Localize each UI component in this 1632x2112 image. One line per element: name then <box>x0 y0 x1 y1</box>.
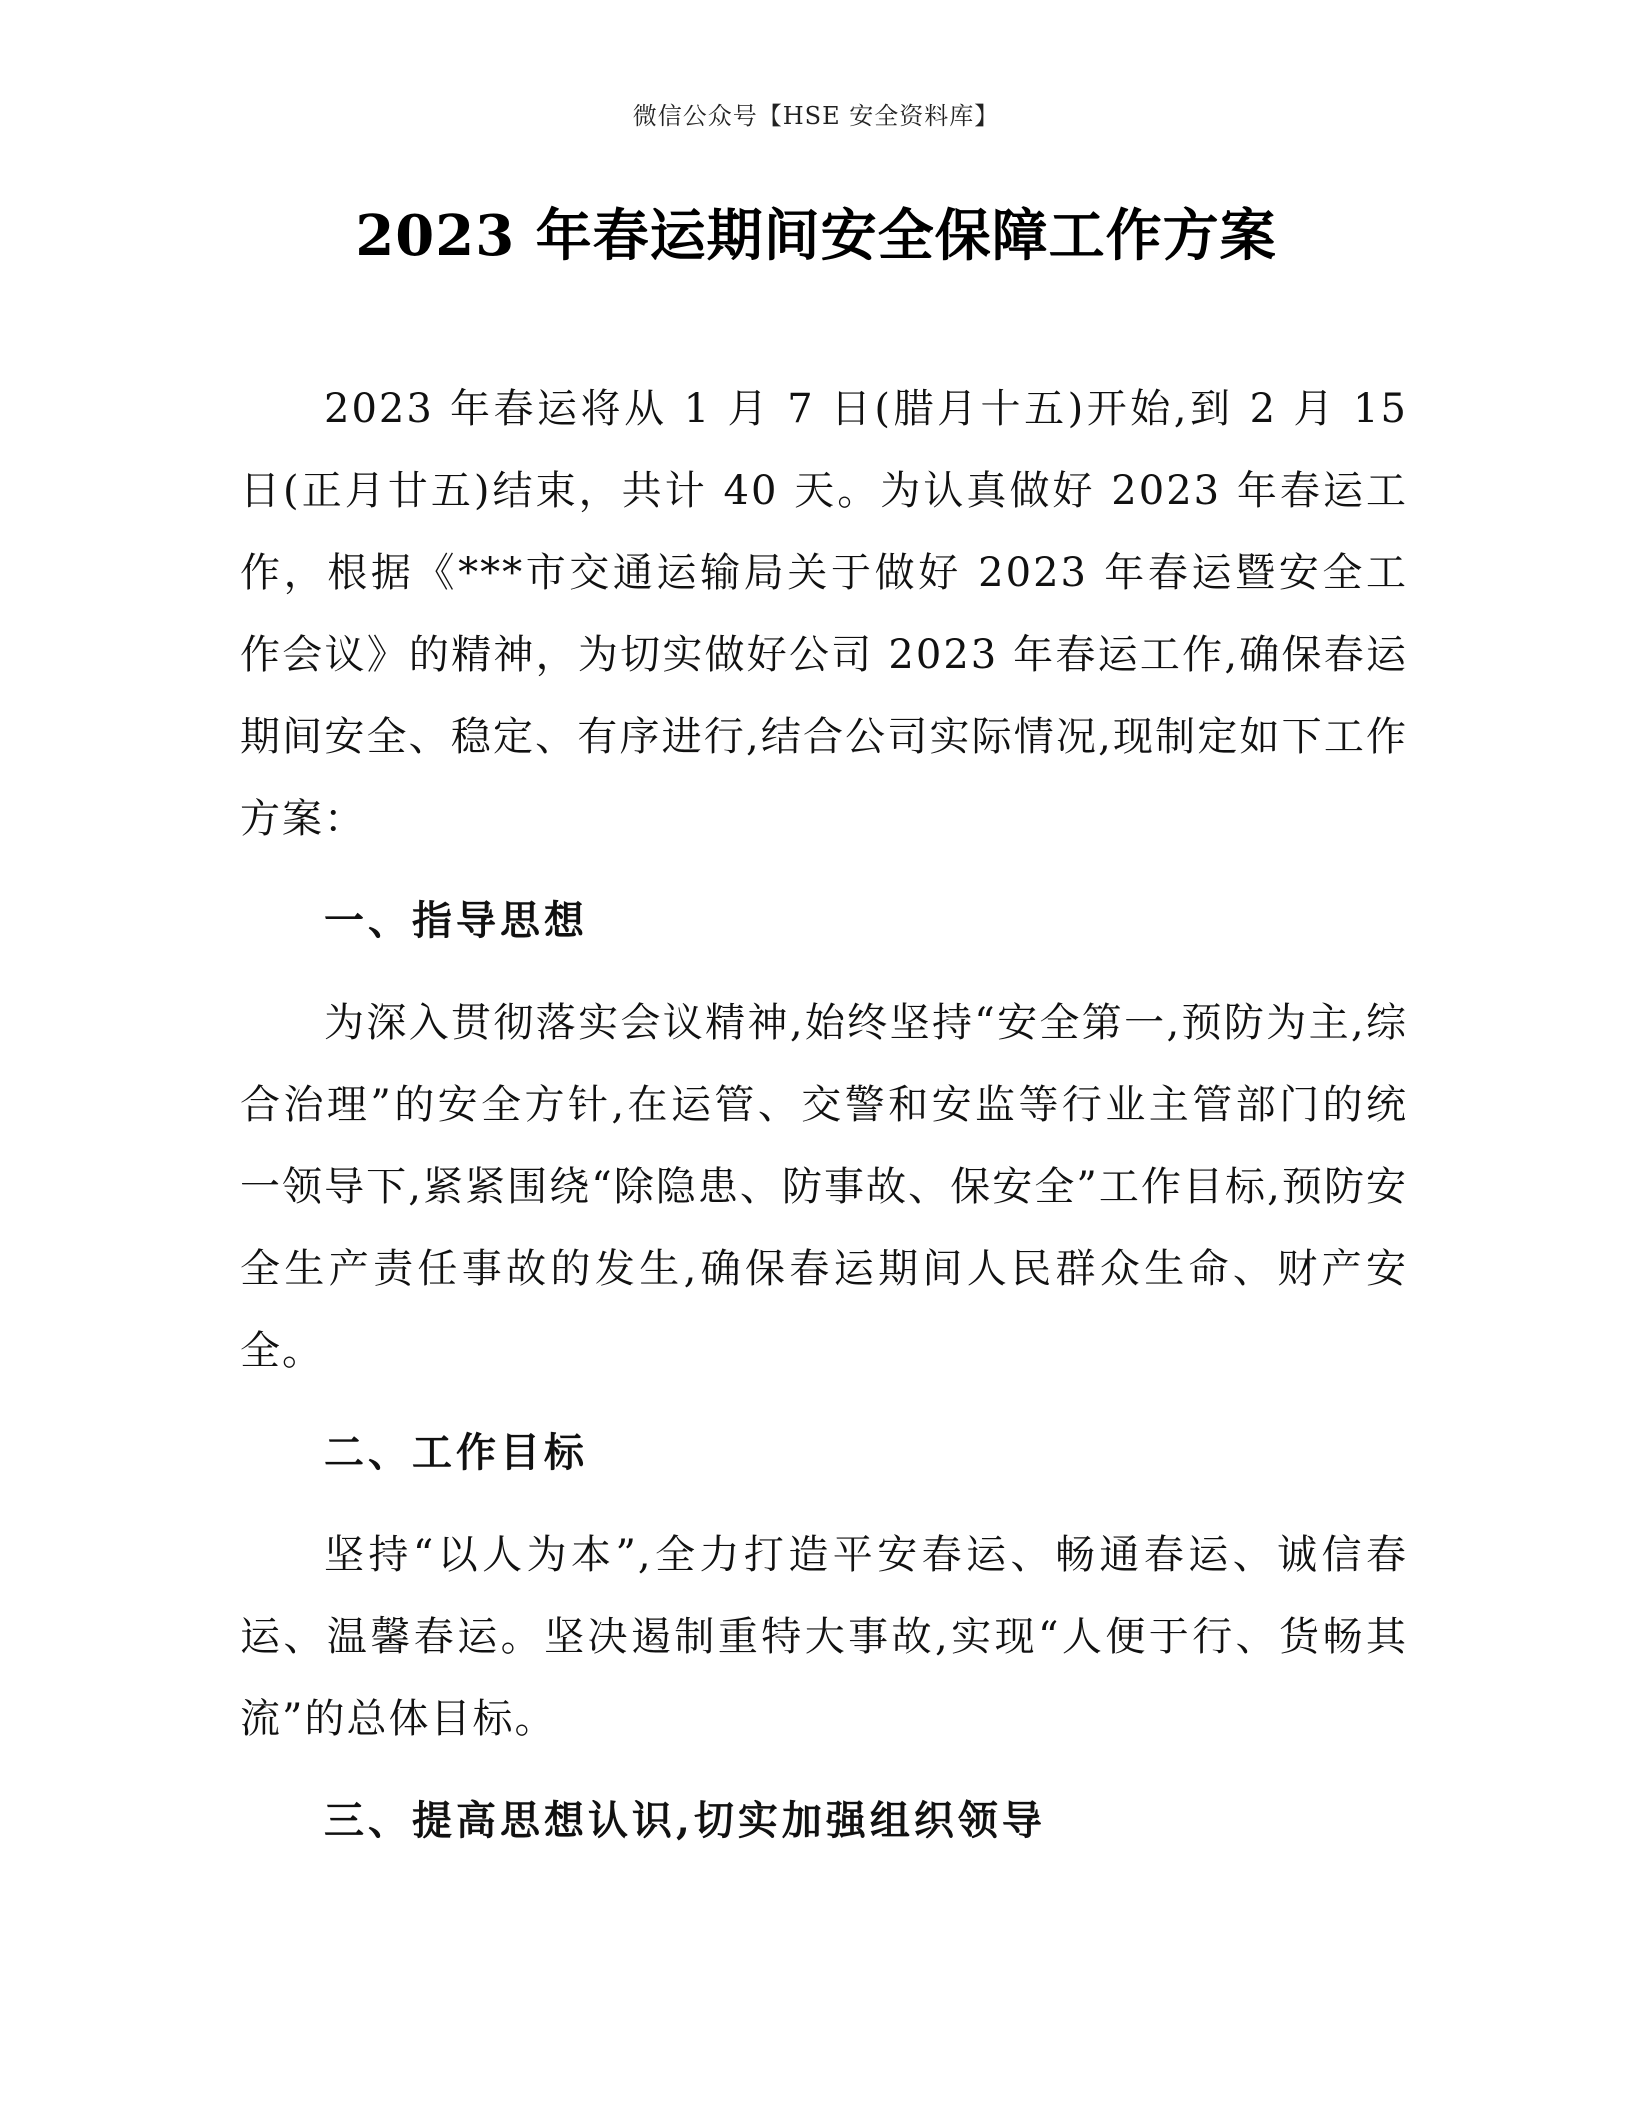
section-heading-work-goals: 二、工作目标 <box>324 1429 588 1476</box>
section-gap <box>240 1392 1408 1412</box>
section-heading-organization: 三、提高思想认识,切实加强组织领导 <box>324 1797 1046 1844</box>
document-body <box>240 368 1408 1862</box>
section-body-work-goals: 坚持“以人为本”,全力打造平安春运、畅通春运、诚信春运、温馨春运。坚决遏制重特大事故,实现“人便于行、货畅其流”的总体目标。 <box>240 1532 1408 1742</box>
document-title: 2023 年春运期间安全保障工作方案 <box>355 203 1277 269</box>
section-gap <box>240 860 1408 880</box>
section-gap <box>240 1760 1408 1780</box>
section-gap <box>240 1494 1408 1514</box>
watermark-header: 微信公众号【HSE 安全资料库】 <box>632 102 1000 130</box>
intro-paragraph: 2023 年春运将从 1 月 7 日(腊月十五)开始,到 2 月 15 日(正月廿五)结束，共计 40 天。为认真做好 2023 年春运工作，根据《***市交通运输局关于做好 2023 年春运暨安全工作会议》的精神，为切实做好公司 2023 年春运工作,确保春运期间安全、稳定、有序进行,结合公司实际情况,现制定如下工作方案： <box>240 386 1408 842</box>
section-heading-guiding-ideology: 一、指导思想 <box>324 897 588 944</box>
section-gap <box>240 962 1408 982</box>
section-body-guiding-ideology: 为深入贯彻落实会议精神,始终坚持“安全第一,预防为主,综合治理”的安全方针,在运管、交警和安监等行业主管部门的统一领导下,紧紧围绕“除隐患、防事故、保安全”工作目标,预防安全生产责任事故的发生,确保春运期间人民群众生命、财产安全。 <box>240 1000 1408 1374</box>
